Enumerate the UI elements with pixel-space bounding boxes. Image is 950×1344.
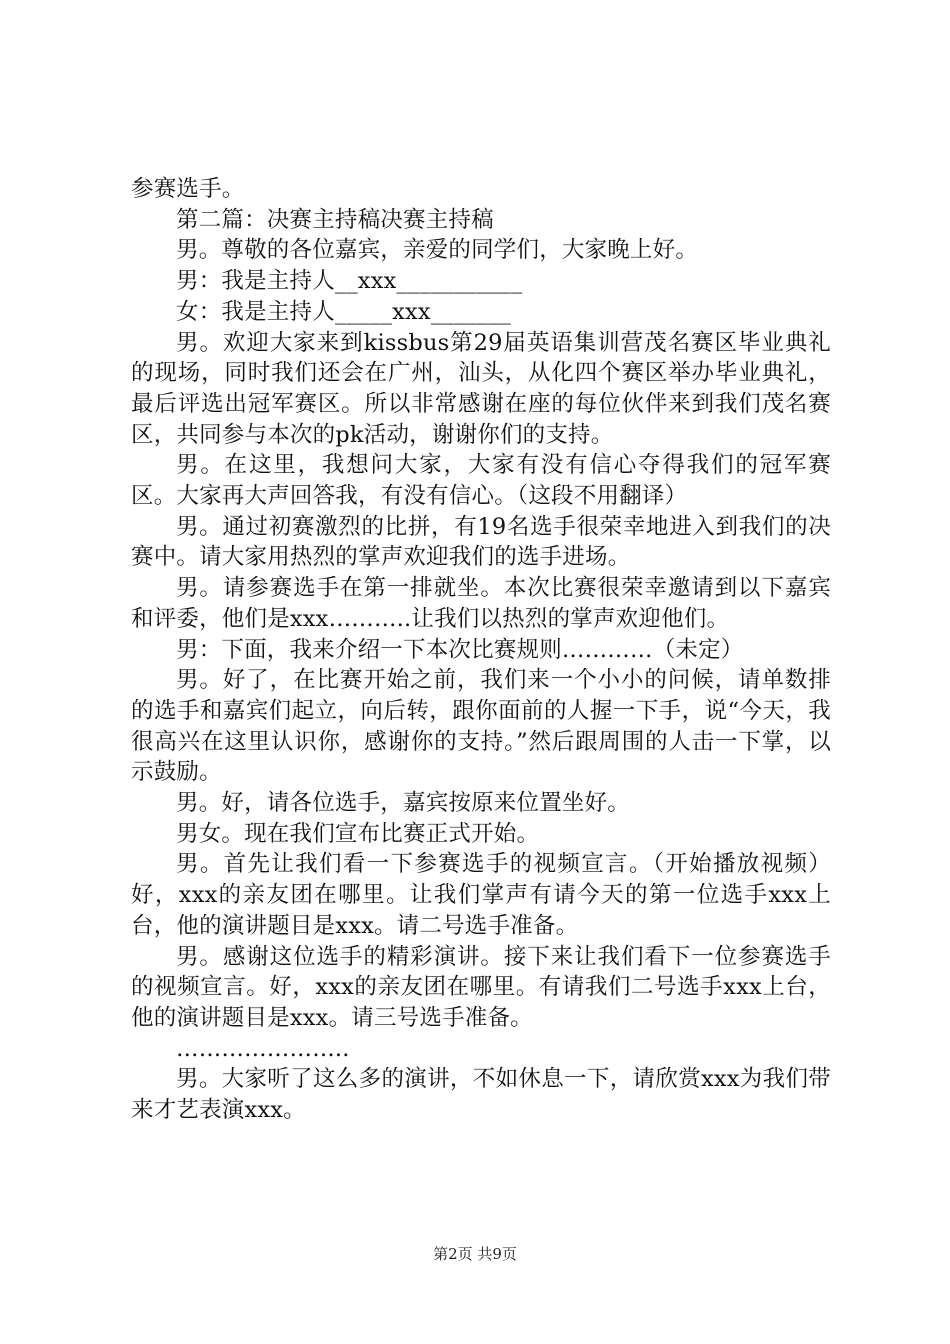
paragraph: 男。感谢这位选手的精彩演讲。接下来让我们看下一位参赛选手的视频宣言。好，xxx的亲友团在哪里。有请我们二号选手xxx上台，他的演讲题目是xxx。请三号选手准备。 <box>131 943 831 1031</box>
document-body <box>131 174 831 1126</box>
paragraph: 男：下面，我来介绍一下本次比赛规则…………（未定） <box>176 636 744 663</box>
paragraph: 男。通过初赛激烈的比拼，有19名选手很荣幸地进入到我们的决赛中。请大家用热烈的掌声欢迎我们的选手进场。 <box>131 513 831 571</box>
paragraph: 男。欢迎大家来到kissbus第29届英语集训营茂名赛区毕业典礼的现场，同时我们还会在广州，汕头，从化四个赛区举办毕业典礼，最后评选出冠军赛区。所以非常感谢在座的每位伙伴来到我们茂名赛区，共同参与本次的pk活动，谢谢你们的支持。 <box>131 329 831 448</box>
paragraph: 男。请参赛选手在第一排就坐。本次比赛很荣幸邀请到以下嘉宾和评委，他们是xxx………..让我们以热烈的掌声欢迎他们。 <box>131 575 831 632</box>
ellipsis-line: ………………….. <box>176 1035 350 1062</box>
paragraph: 男。首先让我们看一下参赛选手的视频宣言。（开始播放视频）好，xxx的亲友团在哪里。让我们掌声有请今天的第一位选手xxx上台，他的演讲题目是xxx。请二号选手准备。 <box>131 851 831 939</box>
section-title: 第二篇：决赛主持稿决赛主持稿 <box>176 206 494 233</box>
paragraph: 男。好了，在比赛开始之前，我们来一个小小的问候，请单数排的选手和嘉宾们起立，向后转，跟你面前的人握一下手，说“今天，我很高兴在这里认识你，感谢你的支持。”然后跟周围的人击一下掌，以示鼓励。 <box>131 667 831 786</box>
paragraph: 男。大家听了这么多的演讲，不如休息一下，请欣赏xxx为我们带来才艺表演xxx。 <box>131 1066 831 1124</box>
paragraph: 男女。现在我们宣布比赛正式开始。 <box>176 820 540 847</box>
paragraph: 参赛选手。 <box>131 176 245 202</box>
page-number-footer: 第2页 共9页 <box>433 1245 517 1263</box>
paragraph: 男。在这里，我想问大家，大家有没有信心夺得我们的冠军赛区。大家再大声回答我，有没有信心。（这段不用翻译） <box>131 452 831 510</box>
host-intro-female: 女：我是主持人_____xxx_______ <box>176 298 511 325</box>
paragraph: 男。尊敬的各位嘉宾，亲爱的同学们，大家晚上好。 <box>176 237 699 264</box>
paragraph: 男。好，请各位选手，嘉宾按原来位置坐好。 <box>176 790 631 817</box>
host-intro-male: 男：我是主持人__xxx___________ <box>176 268 523 295</box>
